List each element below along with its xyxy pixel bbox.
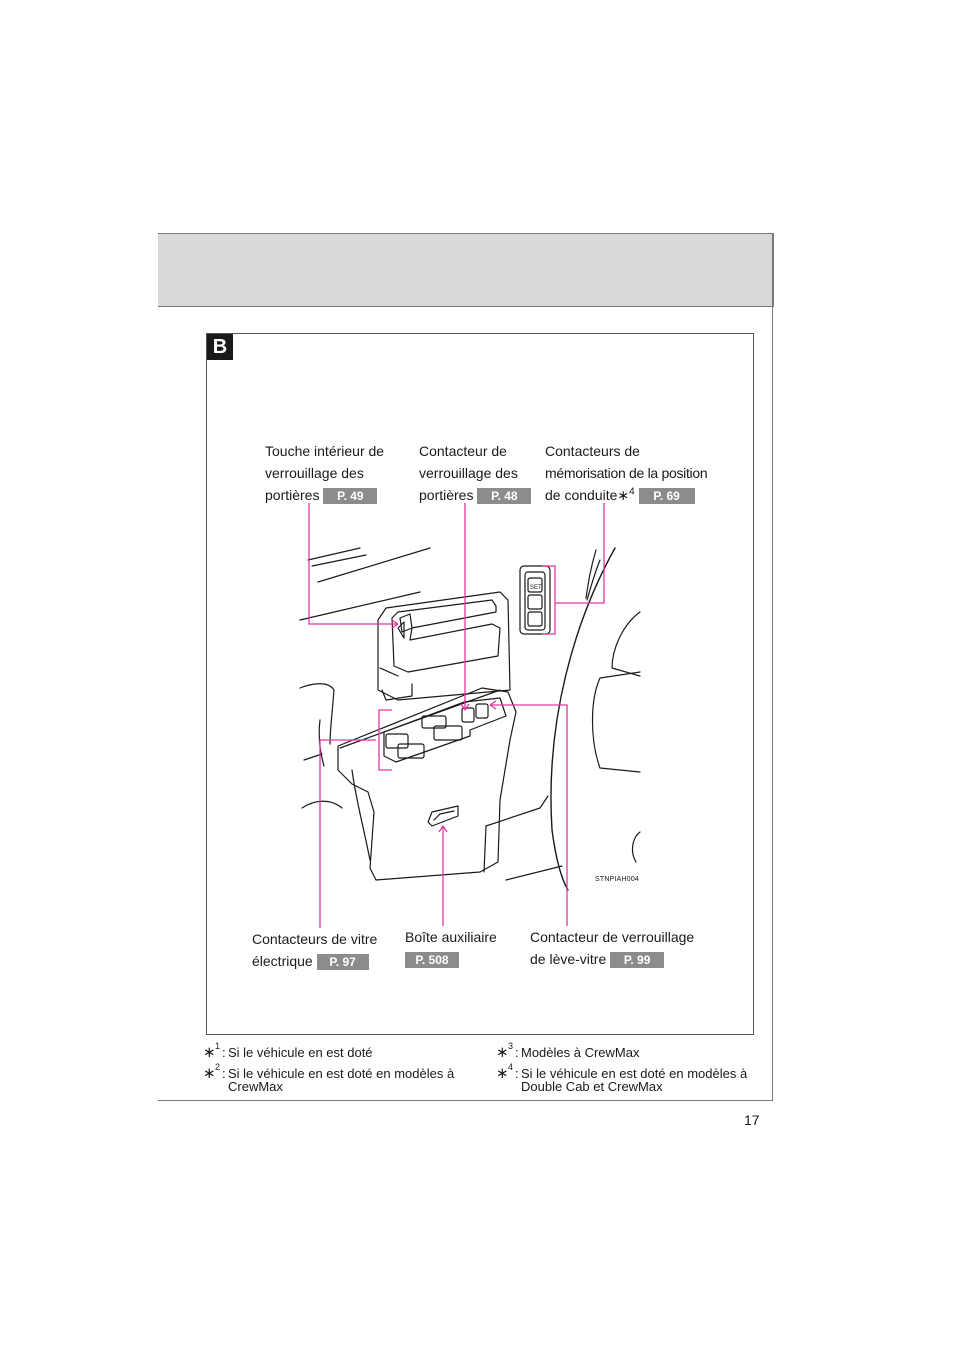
callout-door-handle [265,440,384,506]
leader-memory [555,503,604,603]
page-ref-badge[interactable]: P. 49 [323,488,377,504]
footnote-number: 2 [215,1062,221,1072]
footnote-text: Si le véhicule en est doté en modèles à CrewMax [228,1066,455,1094]
callout-line: de lève-vitre [530,951,607,967]
footnote-number: 4 [629,486,635,498]
page-ref-badge[interactable]: P. 508 [405,952,459,968]
callout-line: verrouillage des [265,465,364,481]
page-number: 17 [744,1112,760,1128]
illustration-code: STNPIAH004 [595,876,640,883]
footnote-text: Modèles à CrewMax [521,1045,640,1060]
callout-line: Contacteurs de [545,443,640,459]
page-ref-badge[interactable]: P. 99 [610,952,664,968]
callout-line: de conduite [545,487,618,503]
footnote-mark: ∗ [203,1065,216,1082]
callout-line: Touche intérieur de [265,443,385,459]
leader-power-window [320,740,376,928]
footnote-mark: ∗ [496,1065,509,1082]
leader-window-lock [490,705,567,926]
callout-line: Contacteur de [419,443,507,459]
callout-line: électrique [252,953,313,969]
callout-power-window [252,928,377,972]
footnote-number: 1 [215,1041,221,1051]
callout-aux-box [405,926,497,970]
section-tag: B [207,334,233,360]
callout-line: Boîte auxiliaire [405,929,497,945]
callout-line: Contacteur de verrouillage [530,929,695,945]
callout-line: verrouillage des [419,465,518,481]
callout-door-lock [419,440,531,506]
footnote-text: Si le véhicule en est doté [228,1045,373,1060]
set-switch-label: SET [530,585,542,591]
footnote-mark: ∗ [203,1044,216,1061]
footnote-text: Si le véhicule en est doté en modèles à Double Cab et CrewMax [521,1066,748,1094]
footnote-number: 3 [508,1041,514,1051]
footnote-mark: ∗ [617,487,630,503]
callout-line: portières [265,487,320,503]
callout-memory [545,440,707,506]
page-ref-badge[interactable]: P. 97 [317,954,369,970]
callout-line: Contacteurs de vitre [252,931,378,947]
page-ref-badge[interactable]: P. 48 [477,488,531,504]
page-ref-badge[interactable]: P. 69 [639,488,695,504]
callout-line: mémorisation de la position [545,465,708,481]
footnote-number: 4 [508,1062,514,1072]
callout-line: portières [419,487,474,503]
footnote-mark: ∗ [496,1044,509,1061]
callout-window-lock [530,926,694,970]
